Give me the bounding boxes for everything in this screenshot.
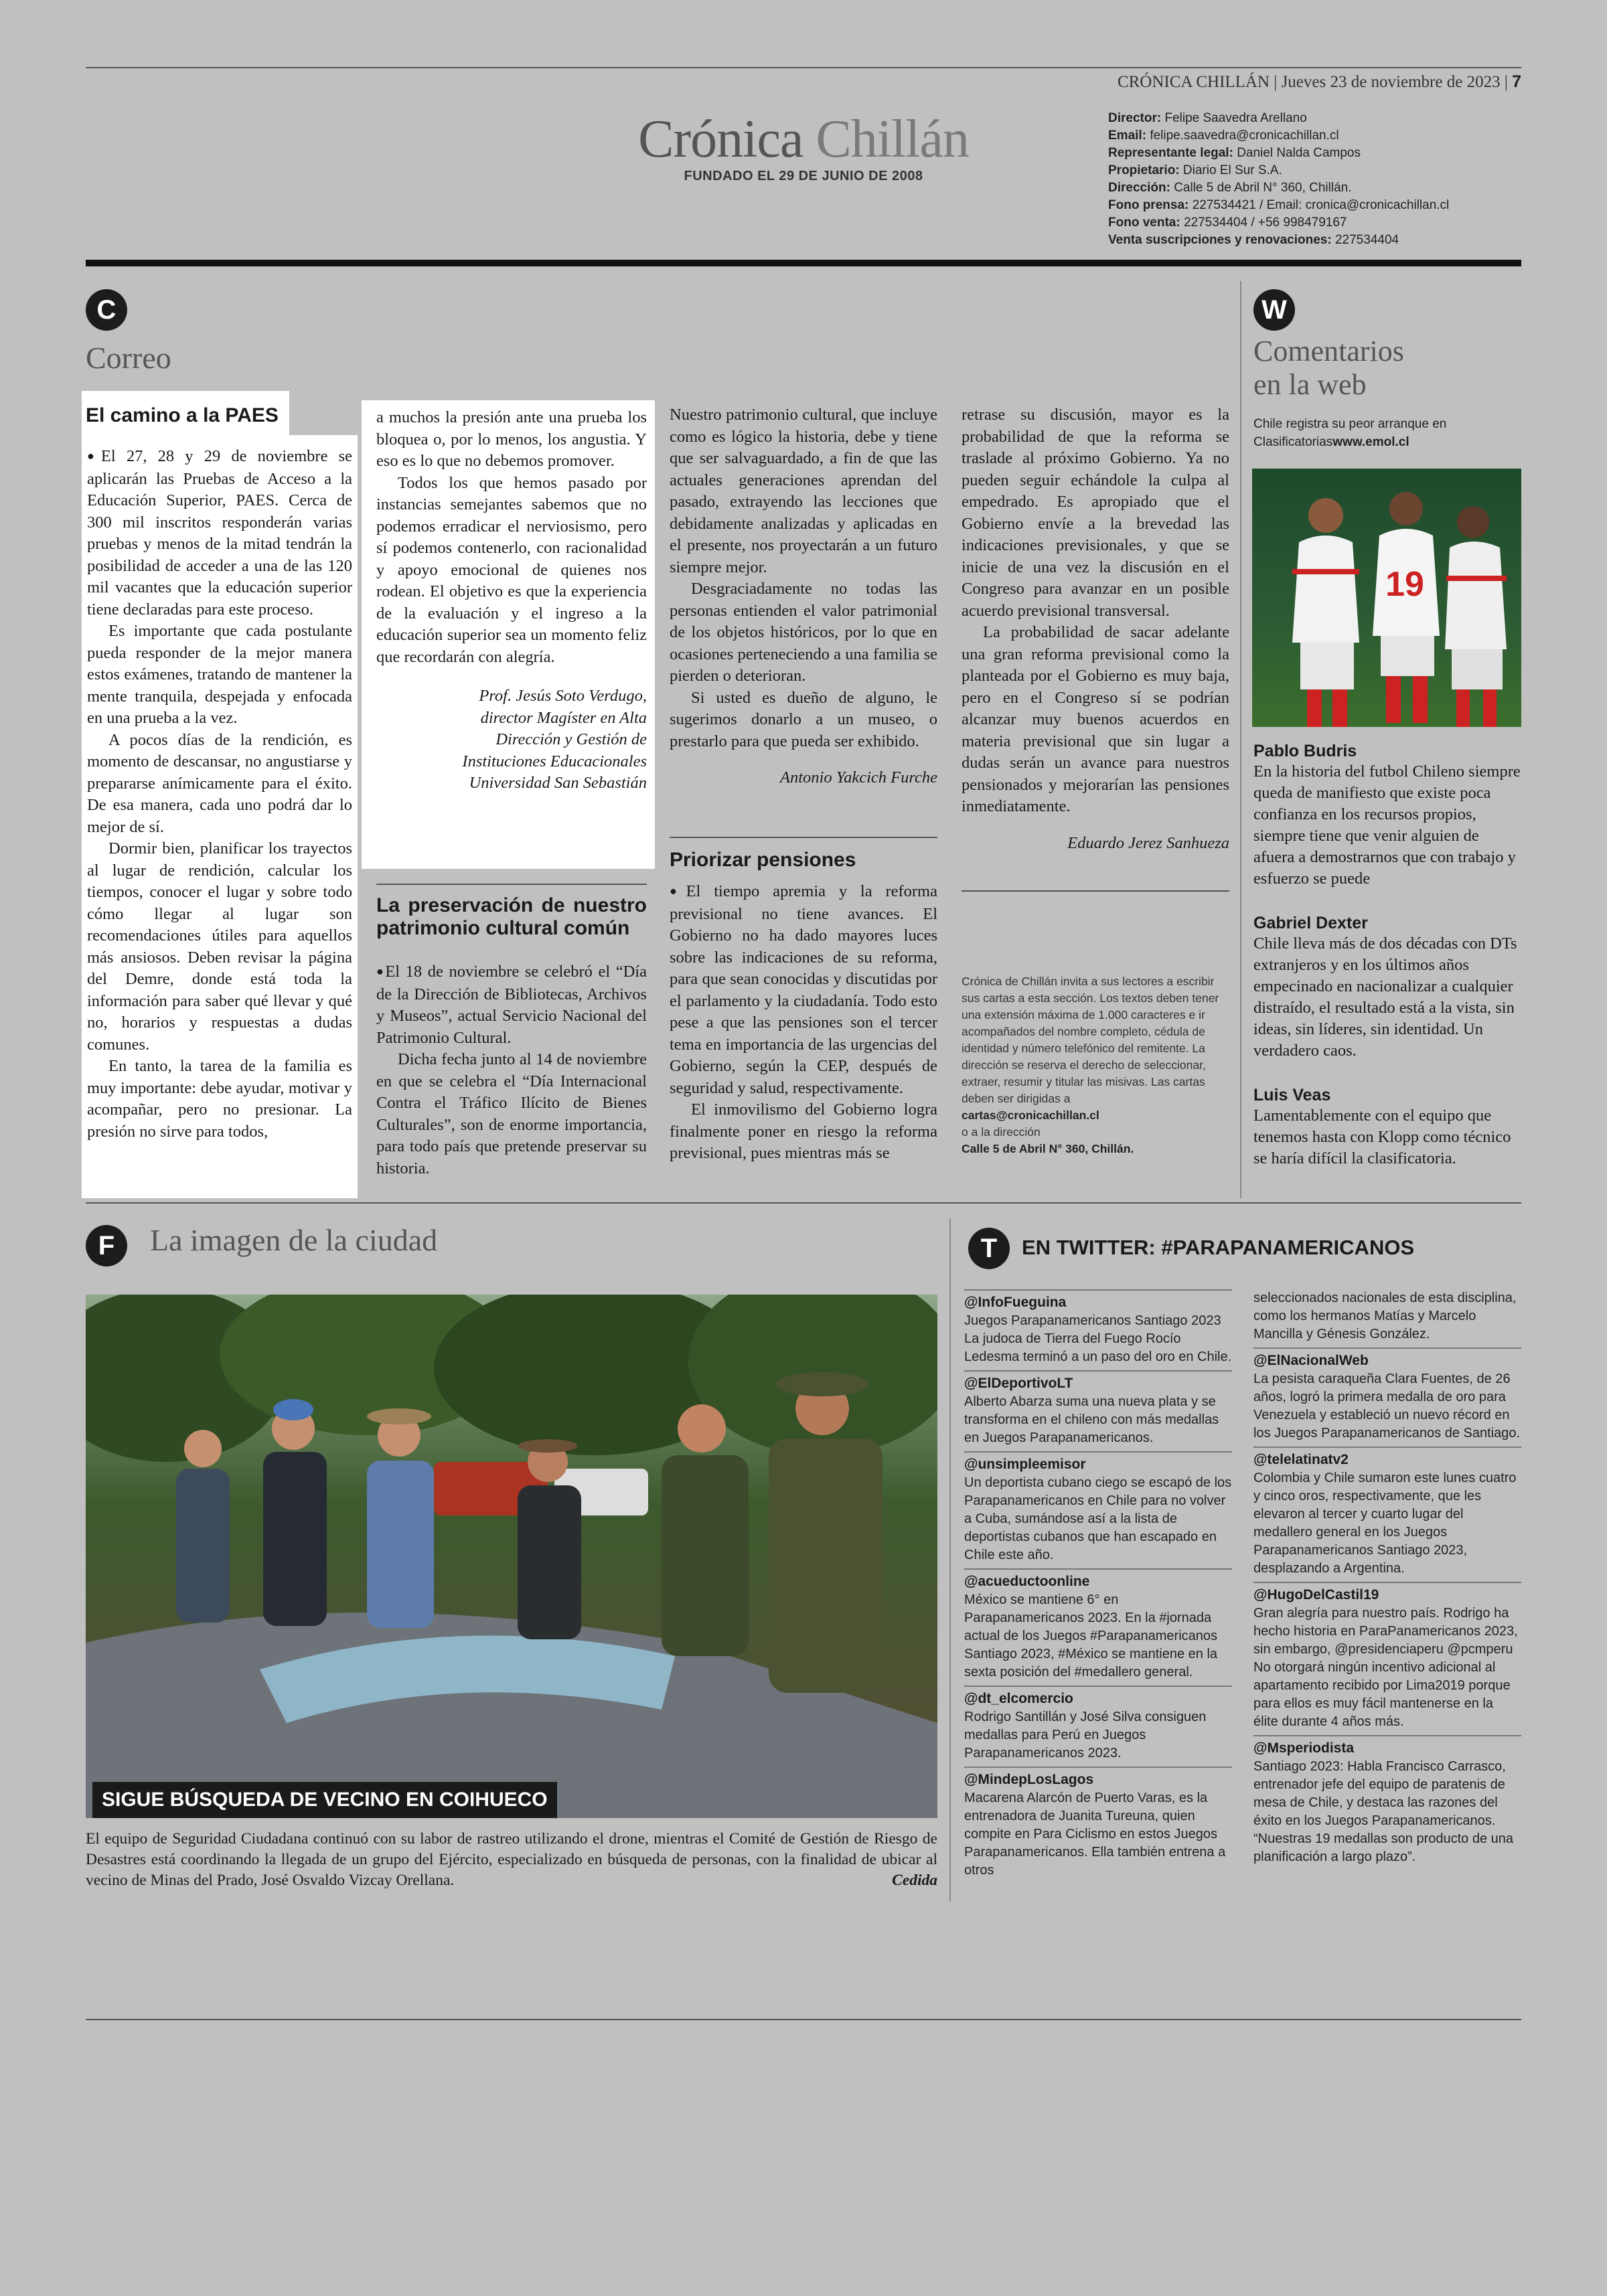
imagen-icon: F [86, 1225, 127, 1266]
tweet-handle[interactable]: @MindepLosLagos [964, 1767, 1232, 1789]
tweets-col-2 [1253, 1289, 1521, 1870]
tweet-handle[interactable]: @ElNacionalWeb [1253, 1347, 1521, 1370]
letter1-signature-3: Dirección y Gestión de [495, 730, 647, 748]
letter1-body [82, 435, 358, 1198]
paragraph: En tanto, la tarea de la familia es muy importante: debe ayudar, motivar y acompañar, pero no presionar. La presión no sirve para todos, [87, 1057, 352, 1141]
tweet-text: La pesista caraqueña Clara Fuentes, de 26 años, logró la primera medalla de oro para Venezuela y estableció un nuevo récord en los Juegos Parapanamericanos de Santiago. [1253, 1372, 1521, 1441]
tweet-handle[interactable]: @telelatinatv2 [1253, 1447, 1521, 1469]
letter2-continuation [670, 404, 937, 789]
tweets-col-1 [964, 1289, 1232, 1884]
paragraph: Es importante que cada postulante pueda responder de la mejor manera estos exámenes, tratando de mantener la mente tranquila, despejada y enfocada en una prueba a la vez. [87, 622, 352, 727]
masthead [623, 112, 984, 184]
commenter-name: Pablo Budris [1253, 742, 1357, 760]
page-number: 7 [1512, 72, 1521, 91]
paragraph: Dormir bien, planificar los trayectos al lugar de rendición, calcular los tiempos, conocer el lugar y sobre todo cómo llegar al lugar son recomendaciones útiles para aquellos más ansiosos. Deben revisar la página del Demre, donde está toda la información para saber qué llevar y qué no, horarios y respuestas a dudas comunes. [87, 839, 352, 1054]
divider [962, 890, 1229, 892]
paragraph: Nuestro patrimonio cultural, que incluye como es lógico la historia, debe y tiene que ser salvaguardado, a fin de que las actuales generaciones aprendan del pasado, extrayendo las lecciones que debidamente analizadas y aplicadas en el presente, nos proyectarán a un futuro siempre mejor. [670, 406, 937, 576]
comment-text: Chile lleva más de dos décadas con DTs extranjeros y en los últimos años empecinado en nacionalizar a cualquier distraído, el resultado está a la vista, sin ideas, sin líderes, sin identidad. Un verdadero caos. [1253, 934, 1517, 1060]
tweet-handle[interactable]: @dt_elcomercio [964, 1686, 1232, 1708]
divider [670, 837, 937, 838]
credit-line: Representante legal: Daniel Nalda Campos [1108, 146, 1361, 160]
letter1-signature-4: Instituciones Educacionales [462, 752, 647, 770]
credit-line: Email: felipe.saavedra@cronicachillan.cl [1108, 129, 1339, 143]
letter1-heading: El camino a la PAES [86, 404, 279, 426]
credit-line: Dirección: Calle 5 de Abril N° 360, Chillán. [1108, 181, 1352, 195]
web-title: Comentarios en la web [1253, 335, 1404, 401]
page-folio: CRÓNICA CHILLÁN | Jueves 23 de noviembre de 2023 | 7 [1117, 72, 1521, 91]
staff-credits [1108, 110, 1543, 249]
commenter-name: Gabriel Dexter [1253, 914, 1368, 932]
credit-line: Propietario: Diario El Sur S.A. [1108, 163, 1282, 177]
twitter-title: EN TWITTER: #PARAPANAMERICANOS [1022, 1236, 1415, 1259]
paragraph: ● El 18 de noviembre se celebró el “Día de la Dirección de Bibliotecas, Archivos y Museos”, actual Servicio Nacional del Patrimonio Cultural. [376, 961, 647, 1049]
tweet-text: Un deportista cubano ciego se escapó de los Parapanamericanos en Chile para no volver a Cuba, sumándose así a la lista de deportistas cubanos que han escapado en Chile este año. [964, 1475, 1232, 1562]
tweet-handle[interactable]: @Msperiodista [1253, 1735, 1521, 1758]
letter1-continuation [362, 400, 655, 869]
credit-line: Venta suscripciones y renovaciones: 227534404 [1108, 233, 1399, 247]
paragraph: Todos los que hemos pasado por instancias semejantes sabemos que no podemos erradicar el nerviosismo, pero sí podemos contenerlo, con racionalidad y apoyo emocional de quienes nos rodean. El objetivo es que la experiencia de la evaluación y el ingreso a la educación superior sea un momento feliz que recordarán con alegría. [376, 473, 647, 666]
paragraph: ● El 27, 28 y 29 de noviembre se aplicarán las Pruebas de Acceso a la Educación Superior, PAES. Cerca de 300 mil inscritos responderán varias pruebas y menos de la mitad tendrán la posibilidad de acceder a una de las 120 mil vacantes que la educación superior tiene declaradas para este proceso. [87, 446, 352, 621]
letter3-signature: Eduardo Jerez Sanhueza [1067, 833, 1229, 852]
letter3-heading: Priorizar pensiones [670, 849, 856, 871]
letter1-signature-1: Prof. Jesús Soto Verdugo, [479, 687, 647, 705]
web-intro: Chile registra su peor arranque en Clasificatoriaswww.emol.cl [1253, 417, 1447, 449]
column-divider [949, 1218, 951, 1901]
letters-notice: Crónica de Chillán invita a sus lectores a escribir sus cartas a esta sección. Los textos deben tener una extensión máxima de 1.000 caracteres e ir acompañados del nombre completo, cédula de identidad y número telefónico del remitente. La dirección se reserva el derecho de seleccionar, extraer, resumir y titular las misivas. Las cartas deben ser dirigidas a cartas@cronicachillan.cl o a la dirección Calle 5 de Abril N° 360, Chillán. [962, 973, 1229, 1157]
section-divider [86, 1202, 1521, 1204]
tweet-text: Alberto Abarza suma una nueva plata y se transforma en el chileno con más medallas en Juegos Parapanamericanos. [964, 1394, 1219, 1445]
tweet-handle[interactable]: @acueductoonline [964, 1568, 1232, 1591]
tweet-text: Colombia y Chile sumaron este lunes cuatro y cinco oros, respectivamente, que les elevaron al tercer y cuarto lugar del medallero general en los Juegos Parapanamericanos Santiago 2023, desplazando a Argentina. [1253, 1471, 1517, 1576]
paragraph: A pocos días de la rendición, es momento de descansar, no angustiarse y prepararse anímicamente para el éxito. De esa manera, cada uno podrá dar lo mejor de sí. [87, 730, 352, 836]
paragraph: Si usted es dueño de alguno, le sugerimos donarlo a un museo, o prestarlo para que pueda ser exhibido. [670, 688, 937, 750]
letter1-signature-5: Universidad San Sebastián [469, 774, 647, 792]
divider [376, 884, 647, 885]
tweet-handle[interactable]: @HugoDelCastil19 [1253, 1582, 1521, 1605]
tweet-text: Rodrigo Santillán y José Silva consiguen medallas para Perú en Juegos Parapanamericanos 2023. [964, 1710, 1207, 1760]
tweet-text: Santiago 2023: Habla Francisco Carrasco, entrenador jefe del equipo de paratenis de mesa de Chile, y destaca las razones del éxito en los Juegos Parapanamericanos. “Nuestras 19 medallas son producto de una planificación a largo plazo”. [1253, 1759, 1514, 1864]
letter2-body [376, 894, 647, 1179]
comment-text: En la historia del futbol Chileno siempre queda de manifiesto que existe poca confianza en los recursos propios, siempre tiene que venir alguien de afuera a demostrarnos que con trabajo y esfuerzo se puede [1253, 762, 1521, 888]
paragraph: ● El tiempo apremia y la reforma previsional no tiene avances. El Gobierno no ha dado mayores luces sobre las indicaciones de su reforma, para que sean conocidas y discutidas por el parlamento y la ciudadanía. Todo esto pese a que las pensiones son el tercer tema en importancia de las urgencias del Gobierno, según la CEP, después de seguridad y salud, respectivamente. [670, 881, 937, 1099]
tweet-handle[interactable]: @unsimpleemisor [964, 1451, 1232, 1474]
column-divider [1240, 281, 1241, 1198]
twitter-icon: T [968, 1228, 1010, 1269]
letter3-body [670, 849, 937, 1165]
tweet-text: seleccionados nacionales de esta disciplina, como los hermanos Matías y Marcelo Mancilla y Génesis González. [1253, 1291, 1517, 1341]
credit-line: Fono venta: 227534404 / +56 998479167 [1108, 216, 1347, 230]
tweet-text: México se mantiene 6° en Parapanamericanos 2023. En la #jornada actual de los Juegos #Parapanamericanos Santiago 2023, #México se mantiene en la sexta posición del #medallero general. [964, 1592, 1218, 1679]
bottom-rule [86, 2019, 1521, 2020]
paragraph: a muchos la presión ante una prueba los bloquea o, por lo menos, los angustia. Y eso es lo que no debemos promover. [376, 408, 647, 470]
svg-text:19: 19 [1385, 565, 1424, 604]
tweet-text: Gran alegría para nuestro país. Rodrigo ha hecho historia en ParaPanamericanos 2023, sin embargo, @presidenciaperu @pcmperu No otorgará ningún incentivo adicional al apartamento recibido por Lima2019 porque para ellos es muy fácil mantenerse en la élite durante 4 años más. [1253, 1606, 1518, 1729]
paragraph: El inmovilismo del Gobierno logra finalmente poner en riesgo la reforma previsional, pues mientras más se [670, 1100, 937, 1162]
web-comments [1253, 730, 1521, 1169]
tweet-handle[interactable]: @ElDeportivoLT [964, 1370, 1232, 1393]
paragraph: Dicha fecha junto al 14 de noviembre en que se celebra el “Día Internacional Contra el Tráfico Ilícito de Bienes Culturales”, son de enorme importancia, para todo país que pretende preservar su historia. [376, 1050, 647, 1177]
top-rule [86, 67, 1521, 68]
web-intro-site[interactable]: www.emol.cl [1332, 435, 1409, 449]
founded-line: FUNDADO EL 29 DE JUNIO DE 2008 [684, 169, 923, 183]
letter1-signature-2: director Magíster en Alta [480, 708, 647, 727]
letter2-heading: La preservación de nuestro patrimonio cultural común [376, 894, 647, 939]
masthead-logo: Crónica Chillán [638, 110, 969, 169]
tweet-handle[interactable]: @InfoFueguina [964, 1289, 1232, 1312]
tweet-text: Macarena Alarcón de Puerto Varas, es la entrenadora de Juanita Tureuna, quien compite en Para Ciclismo en estos Juegos Parapanamericanos. Ella también entrena a otros [964, 1791, 1226, 1878]
football-photo [1252, 469, 1521, 727]
photo-headline: SIGUE BÚSQUEDA DE VECINO EN COIHUECO [92, 1782, 557, 1818]
paragraph: La probabilidad de sacar adelante una gran reforma previsional como la planteada por el Gobierno es muy baja, pero en el Congreso sí se podrían alcanzar muy buenos acuerdos en materia previsional que sin lugar a dudas serán un avance para nuestros pensionados y mejorarían las pensiones inmediatamente. [962, 623, 1229, 815]
letters-address: Calle 5 de Abril N° 360, Chillán. [962, 1142, 1134, 1155]
imagen-title: La imagen de la ciudad [150, 1223, 438, 1257]
correo-icon: C [86, 289, 127, 331]
masthead-bar [86, 260, 1521, 266]
letter3-continuation [962, 404, 1229, 854]
tweet-text: Juegos Parapanamericanos Santiago 2023 La judoca de Tierra del Fuego Rocío Ledesma terminó a un paso del oro en Chile. [964, 1313, 1232, 1364]
web-icon: W [1253, 289, 1295, 331]
publication-name: CRÓNICA CHILLÁN [1117, 73, 1270, 91]
credit-line: Fono prensa: 227534421 / Email: cronica@cronicachillan.cl [1108, 198, 1450, 212]
comment-text: Lamentablemente con el equipo que tenemos hasta con Klopp como técnico se haría difícil la clasificatoria. [1253, 1106, 1511, 1167]
paragraph: retrase su discusión, mayor es la probabilidad de que la reforma se traslade al próximo Gobierno. Ya no pueden seguir echándole la culpa al empedrado. Es apropiado que el Gobierno envíe a la brevedad las indicaciones previsionales, y que se inicie de una vez la discusión en el Congreso para avanzar en un posible acuerdo previsional transversal. [962, 406, 1229, 620]
credit-line: Director: Felipe Saavedra Arellano [1108, 111, 1307, 125]
correo-title: Correo [86, 341, 171, 375]
letter2-signature: Antonio Yakcich Furche [780, 768, 937, 787]
commenter-name: Luis Veas [1253, 1086, 1331, 1104]
paragraph: Desgraciadamente no todas las personas entienden el valor patrimonial de los objetos históricos, por lo que en ocasiones perteneciendo a una familia se pierden o deterioran. [670, 580, 937, 685]
city-photo [86, 1295, 937, 1818]
photo-credit: Cedida [892, 1872, 937, 1889]
photo-caption: El equipo de Seguridad Ciudadana continuó con su labor de rastreo utilizando el drone, mientras el Comité de Gestión de Riesgo de Desastres está coordinando la llegada de un grupo del Ejército, especializado en búsqueda de personas, con la finalidad de ubicar al vecino de Minas del Prado, José Osvaldo Vizcay Orellana. Cedida [86, 1829, 937, 1891]
issue-date: Jueves 23 de noviembre de 2023 [1281, 73, 1501, 91]
letters-email[interactable]: cartas@cronicachillan.cl [962, 1109, 1099, 1122]
